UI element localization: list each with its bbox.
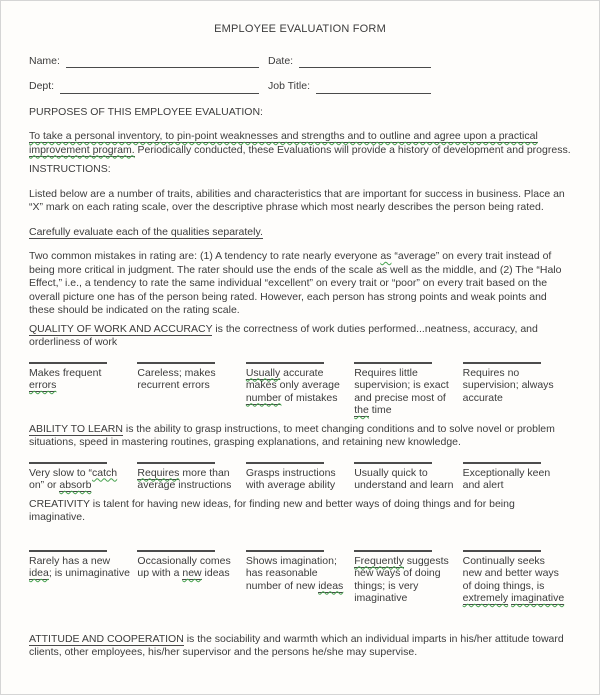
- rating-option: [137, 550, 245, 605]
- instructions-heading: INSTRUCTIONS:: [29, 163, 111, 175]
- rating-scale-line[interactable]: [463, 462, 541, 464]
- rating-label: Rarely has a new idea; is unimaginative: [29, 554, 130, 579]
- rating-option: [246, 550, 354, 605]
- rating-scale-line[interactable]: [137, 550, 215, 552]
- rating-option: [246, 462, 354, 492]
- rating-option: [29, 550, 137, 605]
- rating-label: Requires more than average instructions: [137, 466, 232, 491]
- date-label: Date:: [268, 54, 294, 67]
- rating-scale-line[interactable]: [29, 550, 107, 552]
- rating-label: Occasionally comes up with a new ideas: [137, 554, 231, 579]
- spellcheck-marked-word: errors: [29, 379, 57, 391]
- purpose-rest-text: Periodically conducted, these Evaluations will provide a history of development and progress.: [134, 143, 571, 156]
- rating-scale-row: [29, 362, 571, 417]
- rating-label: Requires no supervision; always accurate: [462, 366, 554, 404]
- rating-scale-row: [29, 550, 571, 605]
- rating-scale-line[interactable]: [137, 362, 215, 364]
- spellcheck-marked-word: Usually: [245, 366, 281, 379]
- rating-option: [137, 362, 245, 417]
- trait-definition-paragraph: [29, 323, 571, 350]
- rating-option: [246, 362, 354, 417]
- rating-option: [137, 462, 245, 492]
- rating-label: Grasps instructions with average ability: [245, 466, 336, 491]
- spellcheck-marked-word: new: [182, 567, 202, 579]
- evaluate-note: [29, 226, 571, 240]
- mistakes-text-before: Two common mistakes in rating are: (1) A tendency to rate nearly everyone: [29, 250, 381, 262]
- mistakes-text-after: “average” on every trait instead of being more critical in judgment. The rater should use the ends of the scale as well as the middle, and (2) The “Halo Effect,” i.e., a tendency to rate the same individual “excellent” on every trait or “poor” on every trait based on the overall picture one has of the person being rated. However, each person has strong points and weak points and these should be indicated on the rating scale.: [29, 250, 562, 316]
- rating-scale-line[interactable]: [463, 550, 541, 552]
- instructions-paragraph: Listed below are a number of traits, abilities and characteristics that are important for success in business. Place an “X” mark on each rating scale, over the descriptive phrase which most nearly describes the person being rated.: [29, 187, 565, 213]
- rating-scale-line[interactable]: [246, 550, 324, 552]
- trait-description: is the correctness of work duties performed...neatness, accuracy, and orderliness of work: [29, 322, 538, 348]
- trait-heading: QUALITY OF WORK AND ACCURACY: [29, 322, 213, 335]
- trait-definition-paragraph: [29, 423, 571, 450]
- spellcheck-marked-word: the: [354, 404, 369, 416]
- trait-section: [29, 423, 571, 492]
- rating-option: [354, 362, 462, 417]
- rating-scale-line[interactable]: [29, 462, 107, 464]
- rating-option: [463, 462, 571, 492]
- spellcheck-marked-word: imaginative: [511, 592, 565, 604]
- rating-label: Requires little supervision; is exact and precise most of the time: [354, 366, 449, 416]
- rating-scale-line[interactable]: [137, 462, 215, 464]
- trait-description: is the ability to grasp instructions, to meet changing conditions and to solve novel or problem situations, speed in mastering routines, grasping explanations, and retaining new knowledge.: [29, 422, 555, 448]
- rating-label: Shows imagination; has reasonable number of new ideas: [245, 554, 344, 592]
- job-title-label: Job Title:: [268, 80, 311, 92]
- rating-label: Makes frequent errors: [29, 366, 102, 391]
- spellcheck-marked-word: idea: [29, 567, 49, 579]
- rating-label: Exceptionally keen and alert: [462, 466, 551, 491]
- name-field-group: [29, 55, 259, 69]
- mistakes-paragraph: [29, 250, 571, 318]
- jobtitle-field-group: [268, 80, 431, 94]
- form-title: EMPLOYEE EVALUATION FORM: [214, 23, 386, 35]
- name-blank-field[interactable]: [66, 55, 259, 68]
- rating-label: Usually accurate makes only average number of mistakes: [245, 366, 340, 404]
- spellcheck-marked-word: absorb: [59, 479, 92, 491]
- rating-scale-line[interactable]: [354, 462, 432, 464]
- date-blank-field[interactable]: [299, 55, 431, 68]
- rating-label: Frequently suggests new ways of doing things; is very imaginative: [354, 554, 449, 604]
- rating-scale-line[interactable]: [354, 362, 432, 364]
- rating-scale-row: [29, 462, 571, 492]
- attitude-description: is the sociability and warmth which an individual imparts in his/her attitude toward clients, other employees, his/her supervisor and the persons he/she may supervise.: [29, 632, 564, 658]
- attitude-heading: ATTITUDE AND COOPERATION: [29, 632, 184, 645]
- purposes-heading: PURPOSES OF THIS EMPLOYEE EVALUATION:: [29, 105, 263, 118]
- spellcheck-marked-word: catch: [92, 466, 118, 479]
- evaluate-note-text: Carefully evaluate each of the qualities separately.: [29, 225, 263, 238]
- rating-option: [354, 550, 462, 605]
- rating-label: Continually seeks new and better ways of doing things, is extremely imaginative: [462, 554, 565, 604]
- rating-scale-line[interactable]: [29, 362, 107, 364]
- rating-label: Usually quick to understand and learn: [354, 466, 454, 491]
- purpose-paragraph: [29, 130, 571, 157]
- trait-heading: CREATIVITY: [29, 497, 90, 510]
- rating-scale-line[interactable]: [246, 462, 324, 464]
- name-date-row: [29, 55, 571, 69]
- dept-label: Dept:: [29, 80, 55, 92]
- rating-scale-line[interactable]: [246, 362, 324, 364]
- trait-definition-paragraph: [29, 498, 571, 525]
- rating-label: Careless; makes recurrent errors: [137, 366, 216, 391]
- trait-description: is talent for having new ideas, for finding new and better ways of doing things and for being imaginative.: [29, 497, 515, 523]
- rating-option: [354, 462, 462, 492]
- dept-jobtitle-row: [29, 80, 571, 94]
- rating-scale-line[interactable]: [463, 362, 541, 364]
- trait-section: [29, 498, 571, 605]
- spellcheck-marked-word: Frequently: [354, 554, 404, 567]
- dept-field-group: [29, 80, 259, 94]
- spellcheck-marked-word: Requires: [137, 466, 180, 479]
- rating-scale-line[interactable]: [354, 550, 432, 552]
- spellcheck-marked-word: ideas: [318, 579, 344, 592]
- attitude-paragraph: [29, 633, 571, 660]
- name-label: Name:: [29, 54, 60, 67]
- rating-option: [463, 362, 571, 417]
- rating-option: [29, 362, 137, 417]
- traits-container: [29, 323, 571, 605]
- spellcheck-marked-word: number: [245, 391, 282, 404]
- purpose-underlined-text: To take a personal inventory, to pin-point weaknesses and strengths and to outline and agree upon a practical improvement program.: [29, 130, 538, 156]
- rating-option: [29, 462, 137, 492]
- job-title-blank-field[interactable]: [316, 81, 431, 94]
- rating-option: [463, 550, 571, 605]
- trait-heading: ABILITY TO LEARN: [29, 422, 123, 435]
- dept-blank-field[interactable]: [60, 81, 259, 94]
- mistakes-marked-word: as: [380, 250, 392, 262]
- date-field-group: [268, 55, 431, 69]
- spellcheck-marked-word: extremely: [462, 592, 509, 604]
- trait-section: [29, 323, 571, 417]
- rating-label: Very slow to “catch on” or absorb: [29, 466, 118, 491]
